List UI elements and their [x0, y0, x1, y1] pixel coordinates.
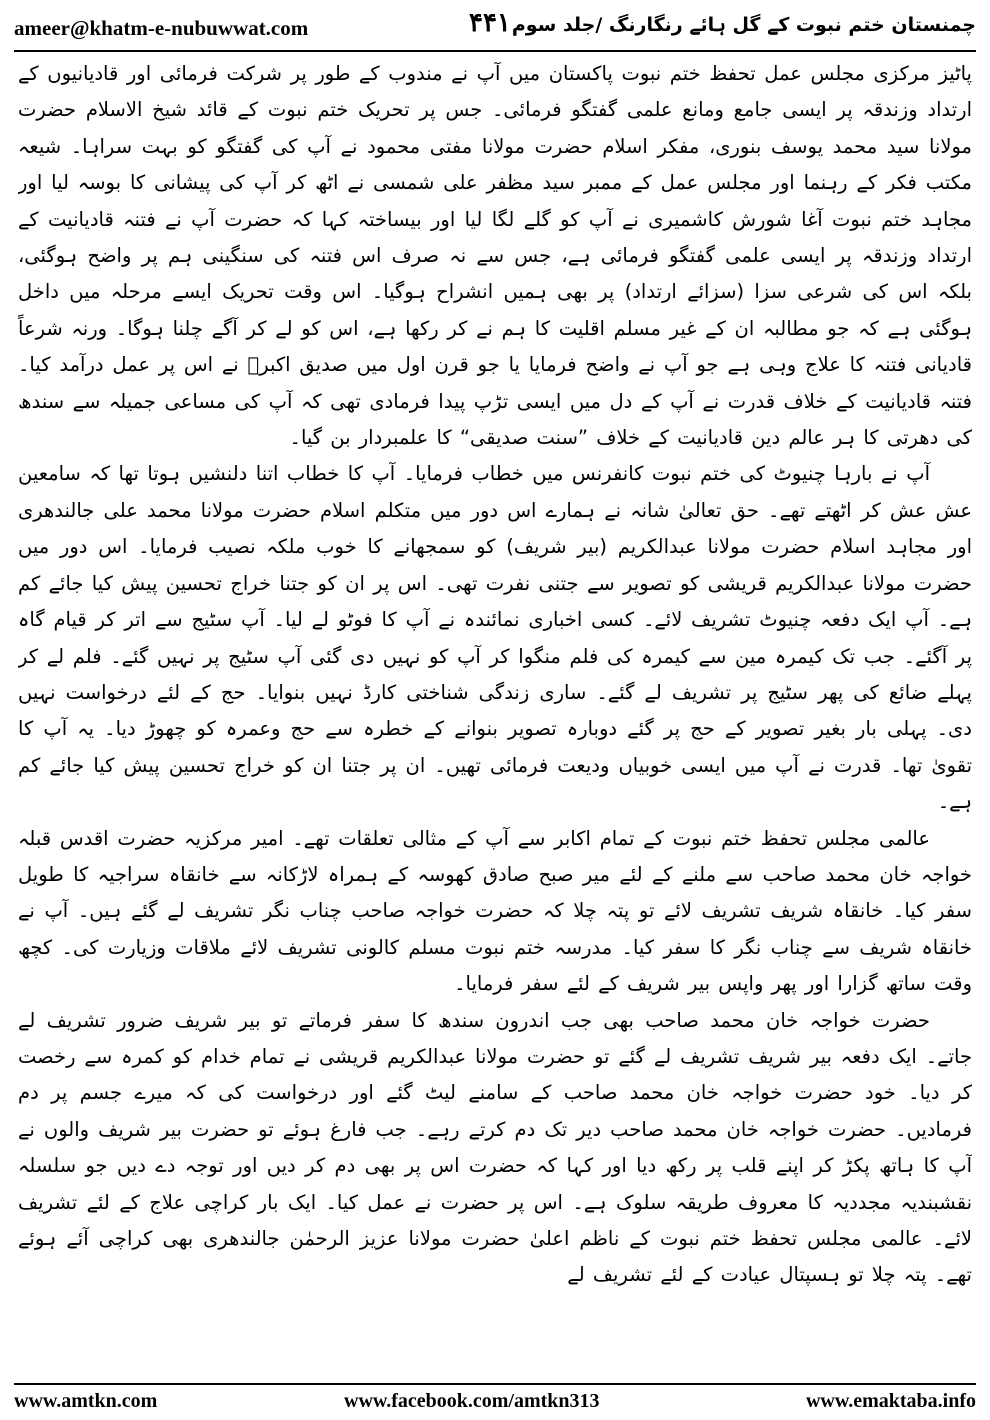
footer-divider	[14, 1383, 976, 1385]
paragraph-3: عالمی مجلس تحفظ ختم نبوت کے تمام اکابر سے آپ کے مثالی تعلقات تھے۔ امیر مرکزیہ حضرت اقدس قبلہ خواجہ خان محمد صاحب سے ملنے کے لئے میر صبح صادق کھوسہ کے ہمراہ لاڑکانہ سے خانقاہ سراجیہ کا طویل سفر کیا۔ خانقاہ شریف تشریف لائے تو پتہ چلا کہ حضرت خواجہ صاحب چناب نگر تشریف لے گئے ہیں۔ آپ نے خانقاہ شریف سے چناب نگر کا سفر کیا۔ مدرسہ ختم نبوت مسلم کالونی تشریف لائے ملاقات وزیارت کی۔ کچھ وقت ساتھ گزارا اور پھر واپس بیر شریف کے لئے سفر فرمایا۔	[18, 826, 972, 996]
paragraph-1: پاٹیز مرکزی مجلس عمل تحفظ ختم نبوت پاکستان میں آپ نے مندوب کے طور پر شرکت فرمائی اور قادیانیوں کے ارتداد وزندقہ پر ایسی جامع ومانع علمی گفتگو فرمائی۔ جس پر تحریک ختم نبوت کے قائد شیخ الاسلام حضرت مولانا سید محمد یوسف بنوری، مفکر اسلام حضرت مولانا مفتی محمود نے آپ کی گفتگو کو بہت سراہا۔ شیعہ مکتب فکر کے رہنما اور مجلس عمل کے ممبر سید مظفر علی شمسی نے اٹھ کر آپ کی پیشانی کا بوسہ لیا اور مجاہد ختم نبوت آغا شورش کاشمیری نے آپ کو گلے لگا لیا اور بیساختہ کہا کہ حضرت آپ نے فتنہ قادیانیت کے ارتداد وزندقہ پر ایسی علمی گفتگو فرمائی ہے، جس سے نہ صرف اس فتنہ کی سنگینی ہم پر واضح ہوگئی، بلکہ اس کی شرعی سزا (سزائے ارتداد) پر بھی ہمیں انشراح ہوگیا۔ اس وقت تحریک ایسے مرحلہ میں داخل ہوگئی ہے کہ جو مطالبہ ان کے غیر مسلم اقلیت کا ہم نے کر رکھا ہے، اس کو لے کر آگے چلنا ہوگا۔ ورنہ شرعاً قادیانی فتنہ کا علاج وہی ہے جو آپ نے واضح فرمایا یا جو قرن اول میں صدیق اکبرؓ نے اس پر عمل درآمد کیا۔ فتنہ قادیانیت کے خلاف قدرت نے آپ کے دل میں ایسی تڑپ پیدا فرمادی تھی کہ آپ کی مساعی جمیلہ سے سندھ کی دھرتی کا ہر عالم دین قادیانیت کے خلاف ”سنت صدیقی“ کا علمبردار بن گیا۔	[18, 62, 972, 450]
book-title: چمنستان ختم نبوت کے گل ہائے رنگارنگ /جلد سوم	[511, 14, 976, 36]
header-email: ameer@khatm-e-nubuwwat.com	[14, 16, 309, 40]
footer-link-facebook[interactable]: www.facebook.com/amtkn313	[344, 1390, 600, 1412]
page-footer	[14, 1390, 976, 1416]
page-body	[18, 56, 972, 1378]
paragraph-4: حضرت خواجہ خان محمد صاحب بھی جب اندرون سندھ کا سفر فرماتے تو بیر شریف ضرور تشریف لے جاتے۔ ایک دفعہ بیر شریف تشریف لے گئے تو حضرت مولانا عبدالکریم قریشی نے تمام خدام کو کمرہ سے رخصت کر دیا۔ خود حضرت خواجہ خان محمد صاحب کے سامنے لیٹ گئے اور درخواست کی کہ میرے جسم پر دم فرمادیں۔ حضرت خواجہ خان محمد صاحب دیر تک دم کرتے رہے۔ جب فارغ ہوئے تو حضرت بیر شریف والوں نے آپ کا ہاتھ پکڑ کر اپنے قلب پر رکھ دیا اور کہا کہ حضرت اس پر بھی دم کر دیں اور توجہ دے دیں جو سلسلہ نقشبندیہ مجددیہ کا معروف طریقہ سلوک ہے۔ اس پر حضرت نے عمل کیا۔ ایک بار کراچی علاج کے لئے تشریف لائے۔ عالمی مجلس تحفظ ختم نبوت کے ناظم اعلیٰ حضرت مولانا عزیز الرحمٰن جالندھری بھی کراچی آئے ہوئے تھے۔ پتہ چلا تو ہسپتال عیادت کے لئے تشریف لے	[18, 1008, 972, 1287]
footer-link-emaktaba[interactable]: www.emaktaba.info	[805, 1390, 976, 1412]
page-number: ۴۴۱	[469, 8, 511, 38]
footer-link-amtkn[interactable]: www.amtkn.com	[14, 1390, 158, 1412]
page-header	[14, 8, 976, 46]
paragraph-2: آپ نے بارہا چنیوٹ کی ختم نبوت کانفرنس میں خطاب فرمایا۔ آپ کا خطاب اتنا دلنشیں ہوتا تھا کہ سامعین عش عش کر اٹھتے تھے۔ حق تعالیٰ شانہ نے ہمارے اس دور میں متکلم اسلام حضرت مولانا محمد علی جالندھری اور مجاہد اسلام حضرت مولانا عبدالکریم (بیر شریف) کو سمجھانے کا خوب ملکہ نصیب فرمایا۔ اس دور میں حضرت مولانا عبدالکریم قریشی کو تصویر سے جتنی نفرت تھی۔ اس پر ان کو جتنا خراج تحسین پیش کیا جائے کم ہے۔ آپ ایک دفعہ چنیوٹ تشریف لائے۔ کسی اخباری نمائندہ نے آپ کا فوٹو لے لیا۔ آپ سٹیج سے اتر کر قیام گاہ پر آگئے۔ جب تک کیمرہ مین سے کیمرہ کی فلم منگوا کر آپ کو نہیں دی گئی آپ سٹیج پر نہیں گئے۔ فلم لے کر پہلے ضائع کی پھر سٹیج پر تشریف لے گئے۔ ساری زندگی شناختی کارڈ نہیں بنوایا۔ حج کے لئے درخواست نہیں دی۔ پہلی بار بغیر تصویر کے حج پر گئے دوبارہ تصویر بنوانے کے خطرہ سے حج وعمرہ کو چھوڑ دیا۔ یہ آپ کا تقویٰ تھا۔ قدرت نے آپ میں ایسی خوبیاں ودیعت فرمائی تھیں۔ ان پر جتنا ان کو خراج تحسین پیش کیا جائے کم ہے۔	[18, 462, 972, 814]
header-divider	[14, 50, 976, 52]
